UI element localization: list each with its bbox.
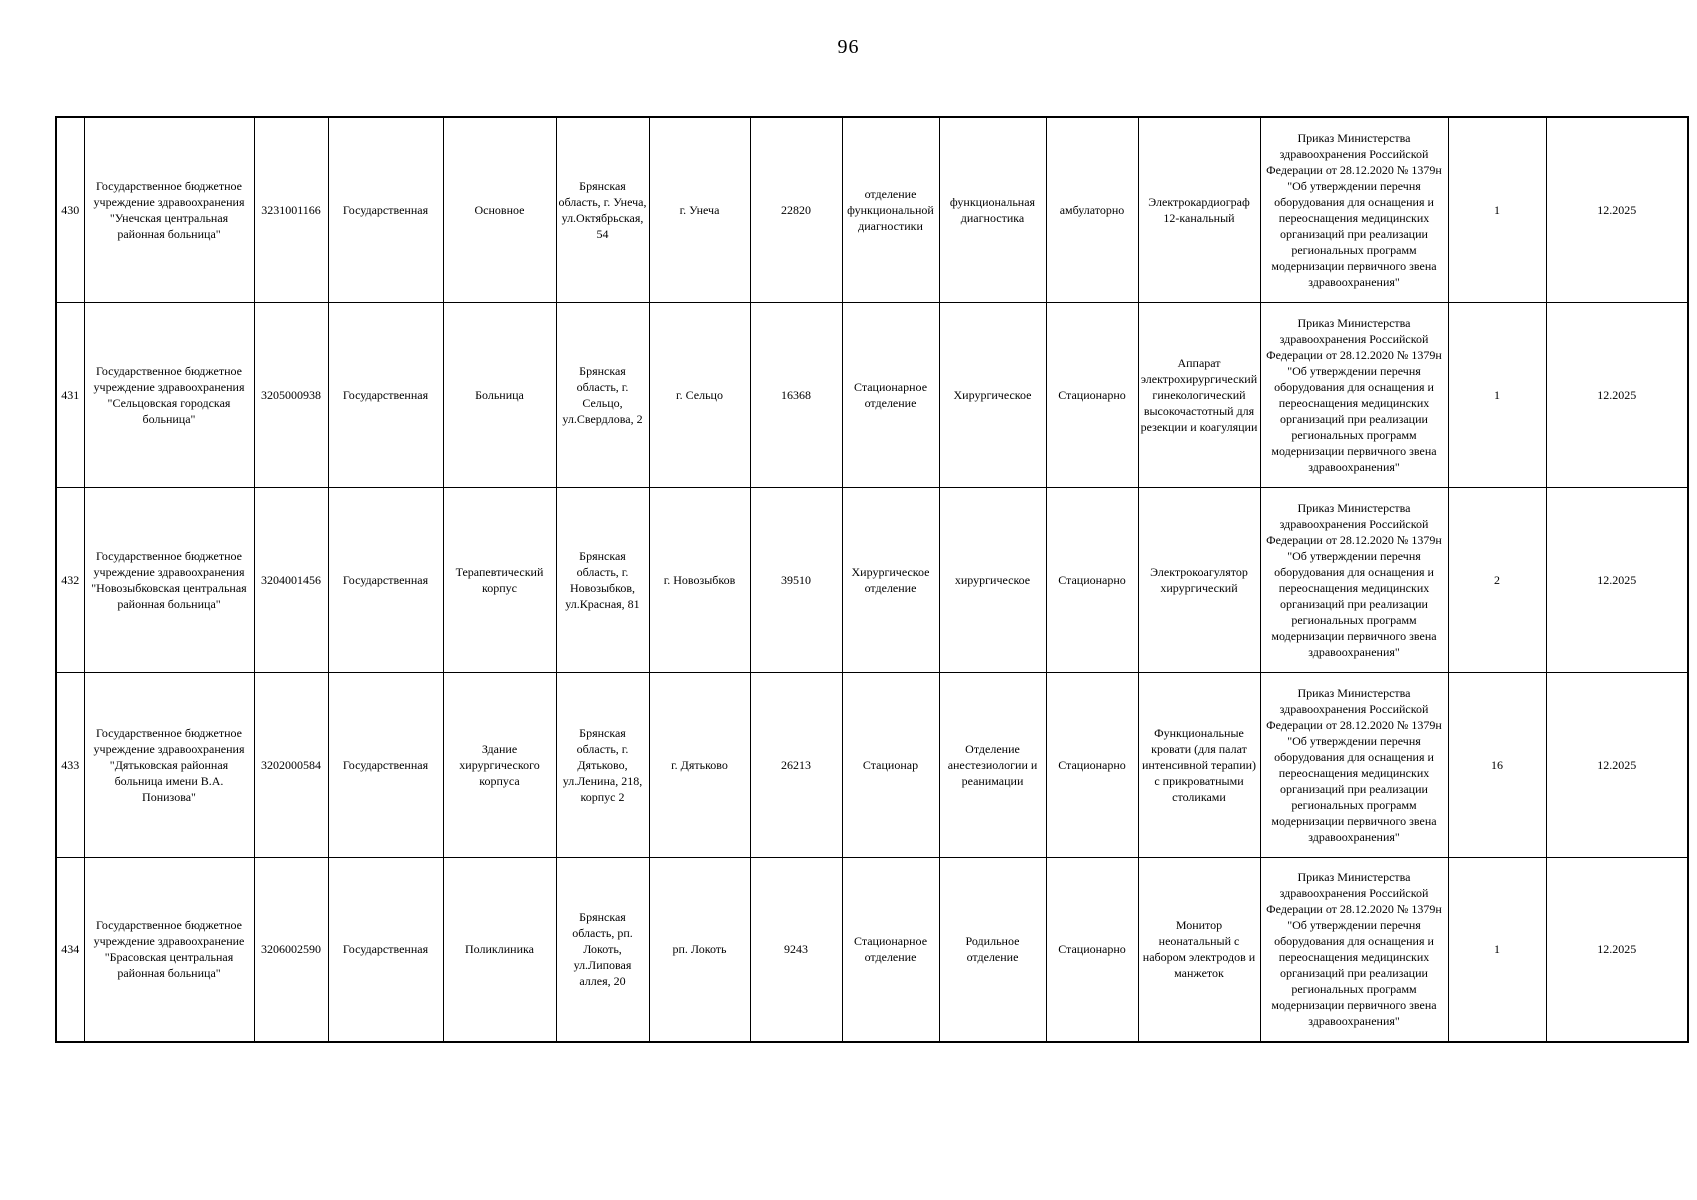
equipment-quantity: 16	[1448, 672, 1546, 857]
building-name: Поликлиника	[443, 857, 556, 1042]
row-number: 434	[56, 857, 84, 1042]
ownership-form: Государственная	[328, 302, 443, 487]
equipment-quantity: 1	[1448, 302, 1546, 487]
address: Брянская область, г. Сельцо, ул.Свердлова, 2	[556, 302, 649, 487]
row-number: 430	[56, 117, 84, 302]
medical-profile: Отделение анестезиологии и реанимации	[939, 672, 1046, 857]
population: 16368	[750, 302, 842, 487]
population: 22820	[750, 117, 842, 302]
equipment-quantity: 1	[1448, 117, 1546, 302]
table-row	[56, 302, 1688, 487]
delivery-deadline: 12.2025	[1546, 302, 1688, 487]
delivery-deadline: 12.2025	[1546, 672, 1688, 857]
ownership-form: Государственная	[328, 117, 443, 302]
table-row	[56, 487, 1688, 672]
address: Брянская область, рп. Локоть, ул.Липовая аллея, 20	[556, 857, 649, 1042]
regulatory-order: Приказ Министерства здравоохранения Российской Федерации от 28.12.2020 № 1379н "Об утверждении перечня оборудования для оснащения и переоснащения медицинских организаций при реализации региональных программ модернизации первичного звена здравоохранения"	[1260, 672, 1448, 857]
table-row	[56, 117, 1688, 302]
department: Хирургическое отделение	[842, 487, 939, 672]
regulatory-order: Приказ Министерства здравоохранения Российской Федерации от 28.12.2020 № 1379н "Об утверждении перечня оборудования для оснащения и переоснащения медицинских организаций при реализации региональных программ модернизации первичного звена здравоохранения"	[1260, 487, 1448, 672]
locality: г. Новозыбков	[649, 487, 750, 672]
regulatory-order: Приказ Министерства здравоохранения Российской Федерации от 28.12.2020 № 1379н "Об утверждении перечня оборудования для оснащения и переоснащения медицинских организаций при реализации региональных программ модернизации первичного звена здравоохранения"	[1260, 857, 1448, 1042]
row-number: 431	[56, 302, 84, 487]
locality: рп. Локоть	[649, 857, 750, 1042]
institution-inn: 3202000584	[254, 672, 328, 857]
institution-name: Государственное бюджетное учреждение здравоохранения "Унечская центральная районная больница"	[84, 117, 254, 302]
page-number: 96	[837, 36, 860, 58]
medical-profile: функциональная диагностика	[939, 117, 1046, 302]
equipment-name: Функциональные кровати (для палат интенсивной терапии) с прикроватными столиками	[1138, 672, 1260, 857]
ownership-form: Государственная	[328, 487, 443, 672]
care-form: Стационарно	[1046, 857, 1138, 1042]
ownership-form: Государственная	[328, 857, 443, 1042]
regulatory-order: Приказ Министерства здравоохранения Российской Федерации от 28.12.2020 № 1379н "Об утверждении перечня оборудования для оснащения и переоснащения медицинских организаций при реализации региональных программ модернизации первичного звена здравоохранения"	[1260, 117, 1448, 302]
institution-name: Государственное бюджетное учреждение здравоохранения "Дятьковская районная больница имени В.А. Понизова"	[84, 672, 254, 857]
delivery-deadline: 12.2025	[1546, 857, 1688, 1042]
population: 39510	[750, 487, 842, 672]
care-form: Стационарно	[1046, 672, 1138, 857]
regulatory-order: Приказ Министерства здравоохранения Российской Федерации от 28.12.2020 № 1379н "Об утверждении перечня оборудования для оснащения и переоснащения медицинских организаций при реализации региональных программ модернизации первичного звена здравоохранения"	[1260, 302, 1448, 487]
delivery-deadline: 12.2025	[1546, 117, 1688, 302]
building-name: Основное	[443, 117, 556, 302]
building-name: Терапевтический корпус	[443, 487, 556, 672]
row-number: 433	[56, 672, 84, 857]
institution-inn: 3204001456	[254, 487, 328, 672]
population: 26213	[750, 672, 842, 857]
institution-name: Государственное бюджетное учреждение здравоохранение "Брасовская центральная районная больница"	[84, 857, 254, 1042]
institution-inn: 3206002590	[254, 857, 328, 1042]
locality: г. Дятьково	[649, 672, 750, 857]
address: Брянская область, г. Дятьково, ул.Ленина, 218, корпус 2	[556, 672, 649, 857]
institution-inn: 3231001166	[254, 117, 328, 302]
locality: г. Сельцо	[649, 302, 750, 487]
equipment-quantity: 1	[1448, 857, 1546, 1042]
institution-inn: 3205000938	[254, 302, 328, 487]
care-form: амбулаторно	[1046, 117, 1138, 302]
row-number: 432	[56, 487, 84, 672]
equipment-name: Электрокоагулятор хирургический	[1138, 487, 1260, 672]
table-body	[56, 117, 1688, 1042]
building-name: Здание хирургического корпуса	[443, 672, 556, 857]
care-form: Стационарно	[1046, 487, 1138, 672]
medical-profile: Родильное отделение	[939, 857, 1046, 1042]
table-row	[56, 672, 1688, 857]
building-name: Больница	[443, 302, 556, 487]
medical-profile: Хирургическое	[939, 302, 1046, 487]
population: 9243	[750, 857, 842, 1042]
equipment-name: Монитор неонатальный с набором электродов и манжеток	[1138, 857, 1260, 1042]
delivery-deadline: 12.2025	[1546, 487, 1688, 672]
table-row	[56, 857, 1688, 1042]
ownership-form: Государственная	[328, 672, 443, 857]
address: Брянская область, г. Унеча, ул.Октябрьская, 54	[556, 117, 649, 302]
address: Брянская область, г. Новозыбков, ул.Красная, 81	[556, 487, 649, 672]
department: Стационар	[842, 672, 939, 857]
medical-profile: хирургическое	[939, 487, 1046, 672]
equipment-name: Аппарат электрохирургический гинекологический высокочастотный для резекции и коагуляции	[1138, 302, 1260, 487]
equipment-quantity: 2	[1448, 487, 1546, 672]
department: отделение функциональной диагностики	[842, 117, 939, 302]
institution-name: Государственное бюджетное учреждение здравоохранения "Новозыбковская центральная районная больница"	[84, 487, 254, 672]
equipment-registry-table	[55, 116, 1689, 1043]
equipment-name: Электрокардиограф 12-канальный	[1138, 117, 1260, 302]
department: Стационарное отделение	[842, 857, 939, 1042]
locality: г. Унеча	[649, 117, 750, 302]
institution-name: Государственное бюджетное учреждение здравоохранения "Сельцовская городская больница"	[84, 302, 254, 487]
department: Стационарное отделение	[842, 302, 939, 487]
care-form: Стационарно	[1046, 302, 1138, 487]
